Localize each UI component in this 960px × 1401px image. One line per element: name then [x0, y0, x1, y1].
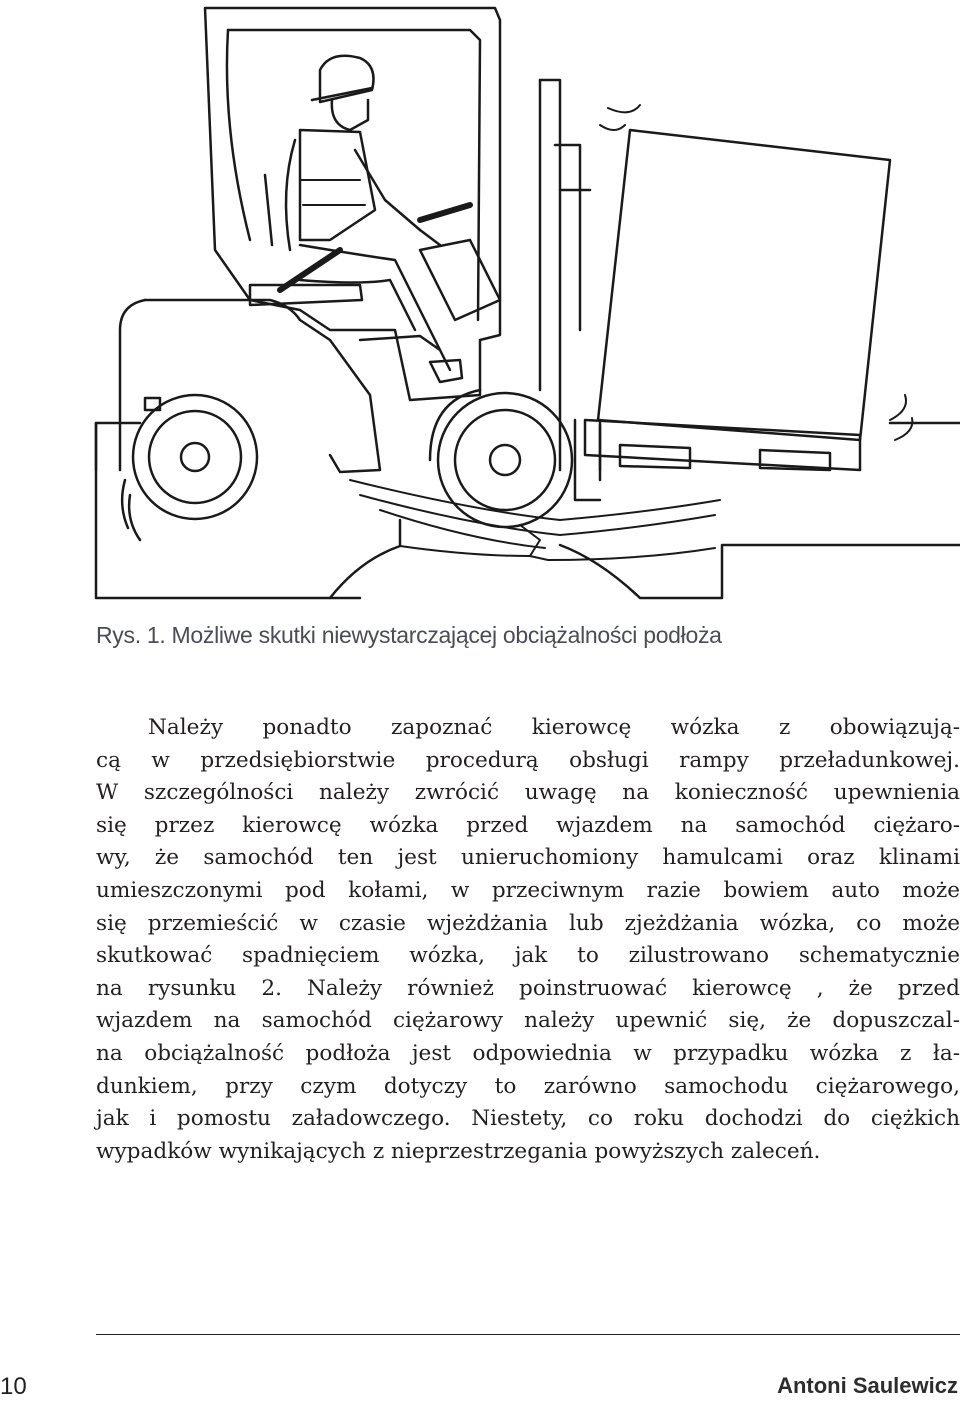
text-line: wypadków wynikających z nieprzestrzegania powyższych zaleceń. — [96, 1138, 821, 1164]
text-line: wy, że samochód ten jest unieruchomiony hamulcami oraz klinami — [96, 845, 960, 871]
text-line: dunkiem, przy czym dotyczy to zarówno samochodu ciężarowego, — [96, 1073, 960, 1099]
steering-wheel — [420, 205, 500, 320]
text-line: jak i pomostu załadowczego. Niestety, co roku dochodzi do ciężkich — [96, 1106, 960, 1132]
text-line: się przez kierowcę wózka przed wjazdem na samochód ciężaro- — [96, 812, 960, 838]
text-line: wjazdem na samochód ciężarowy należy upewnić się, że dopuszczal- — [96, 1008, 960, 1034]
rear-wheel — [122, 395, 257, 540]
text-line: na rysunku 2. Należy również poinstruować kierowcę , że przed — [96, 975, 960, 1001]
forklift-illustration — [0, 0, 960, 610]
front-wheel — [430, 390, 572, 527]
figure-caption: Rys. 1. Możliwe skutki niewystarczającej obciążalności podłoża — [96, 622, 722, 648]
text-line: umieszczonymi pod kołami, w przeciwnym razie bowiem auto może — [96, 877, 960, 903]
author-name: Antoni Saulewicz — [777, 1373, 958, 1398]
text-line: skutkować spadnięciem wózka, jak to zilustrowano schematycznie — [96, 943, 960, 969]
text-line: się przemieścić w czasie wjeżdżania lub zjeżdżania wózka, co może — [96, 910, 960, 936]
load-box — [598, 105, 912, 440]
page-number: 10 — [0, 1373, 27, 1400]
text-line: Należy ponadto zapoznać kierowcę wózka z obowiązują- — [148, 715, 960, 740]
pallet — [585, 420, 860, 470]
text-line: na obciążalność podłoża jest odpowiednia w przypadku wózka z ła- — [96, 1040, 960, 1066]
footer-divider — [96, 1334, 960, 1335]
body-paragraph — [96, 712, 960, 1168]
text-line: W szczególności należy zwrócić uwagę na konieczność upewnienia — [96, 780, 960, 806]
text-line: cą w przedsiębiorstwie procedurą obsługi rampy przeładunkowej. — [96, 747, 960, 773]
